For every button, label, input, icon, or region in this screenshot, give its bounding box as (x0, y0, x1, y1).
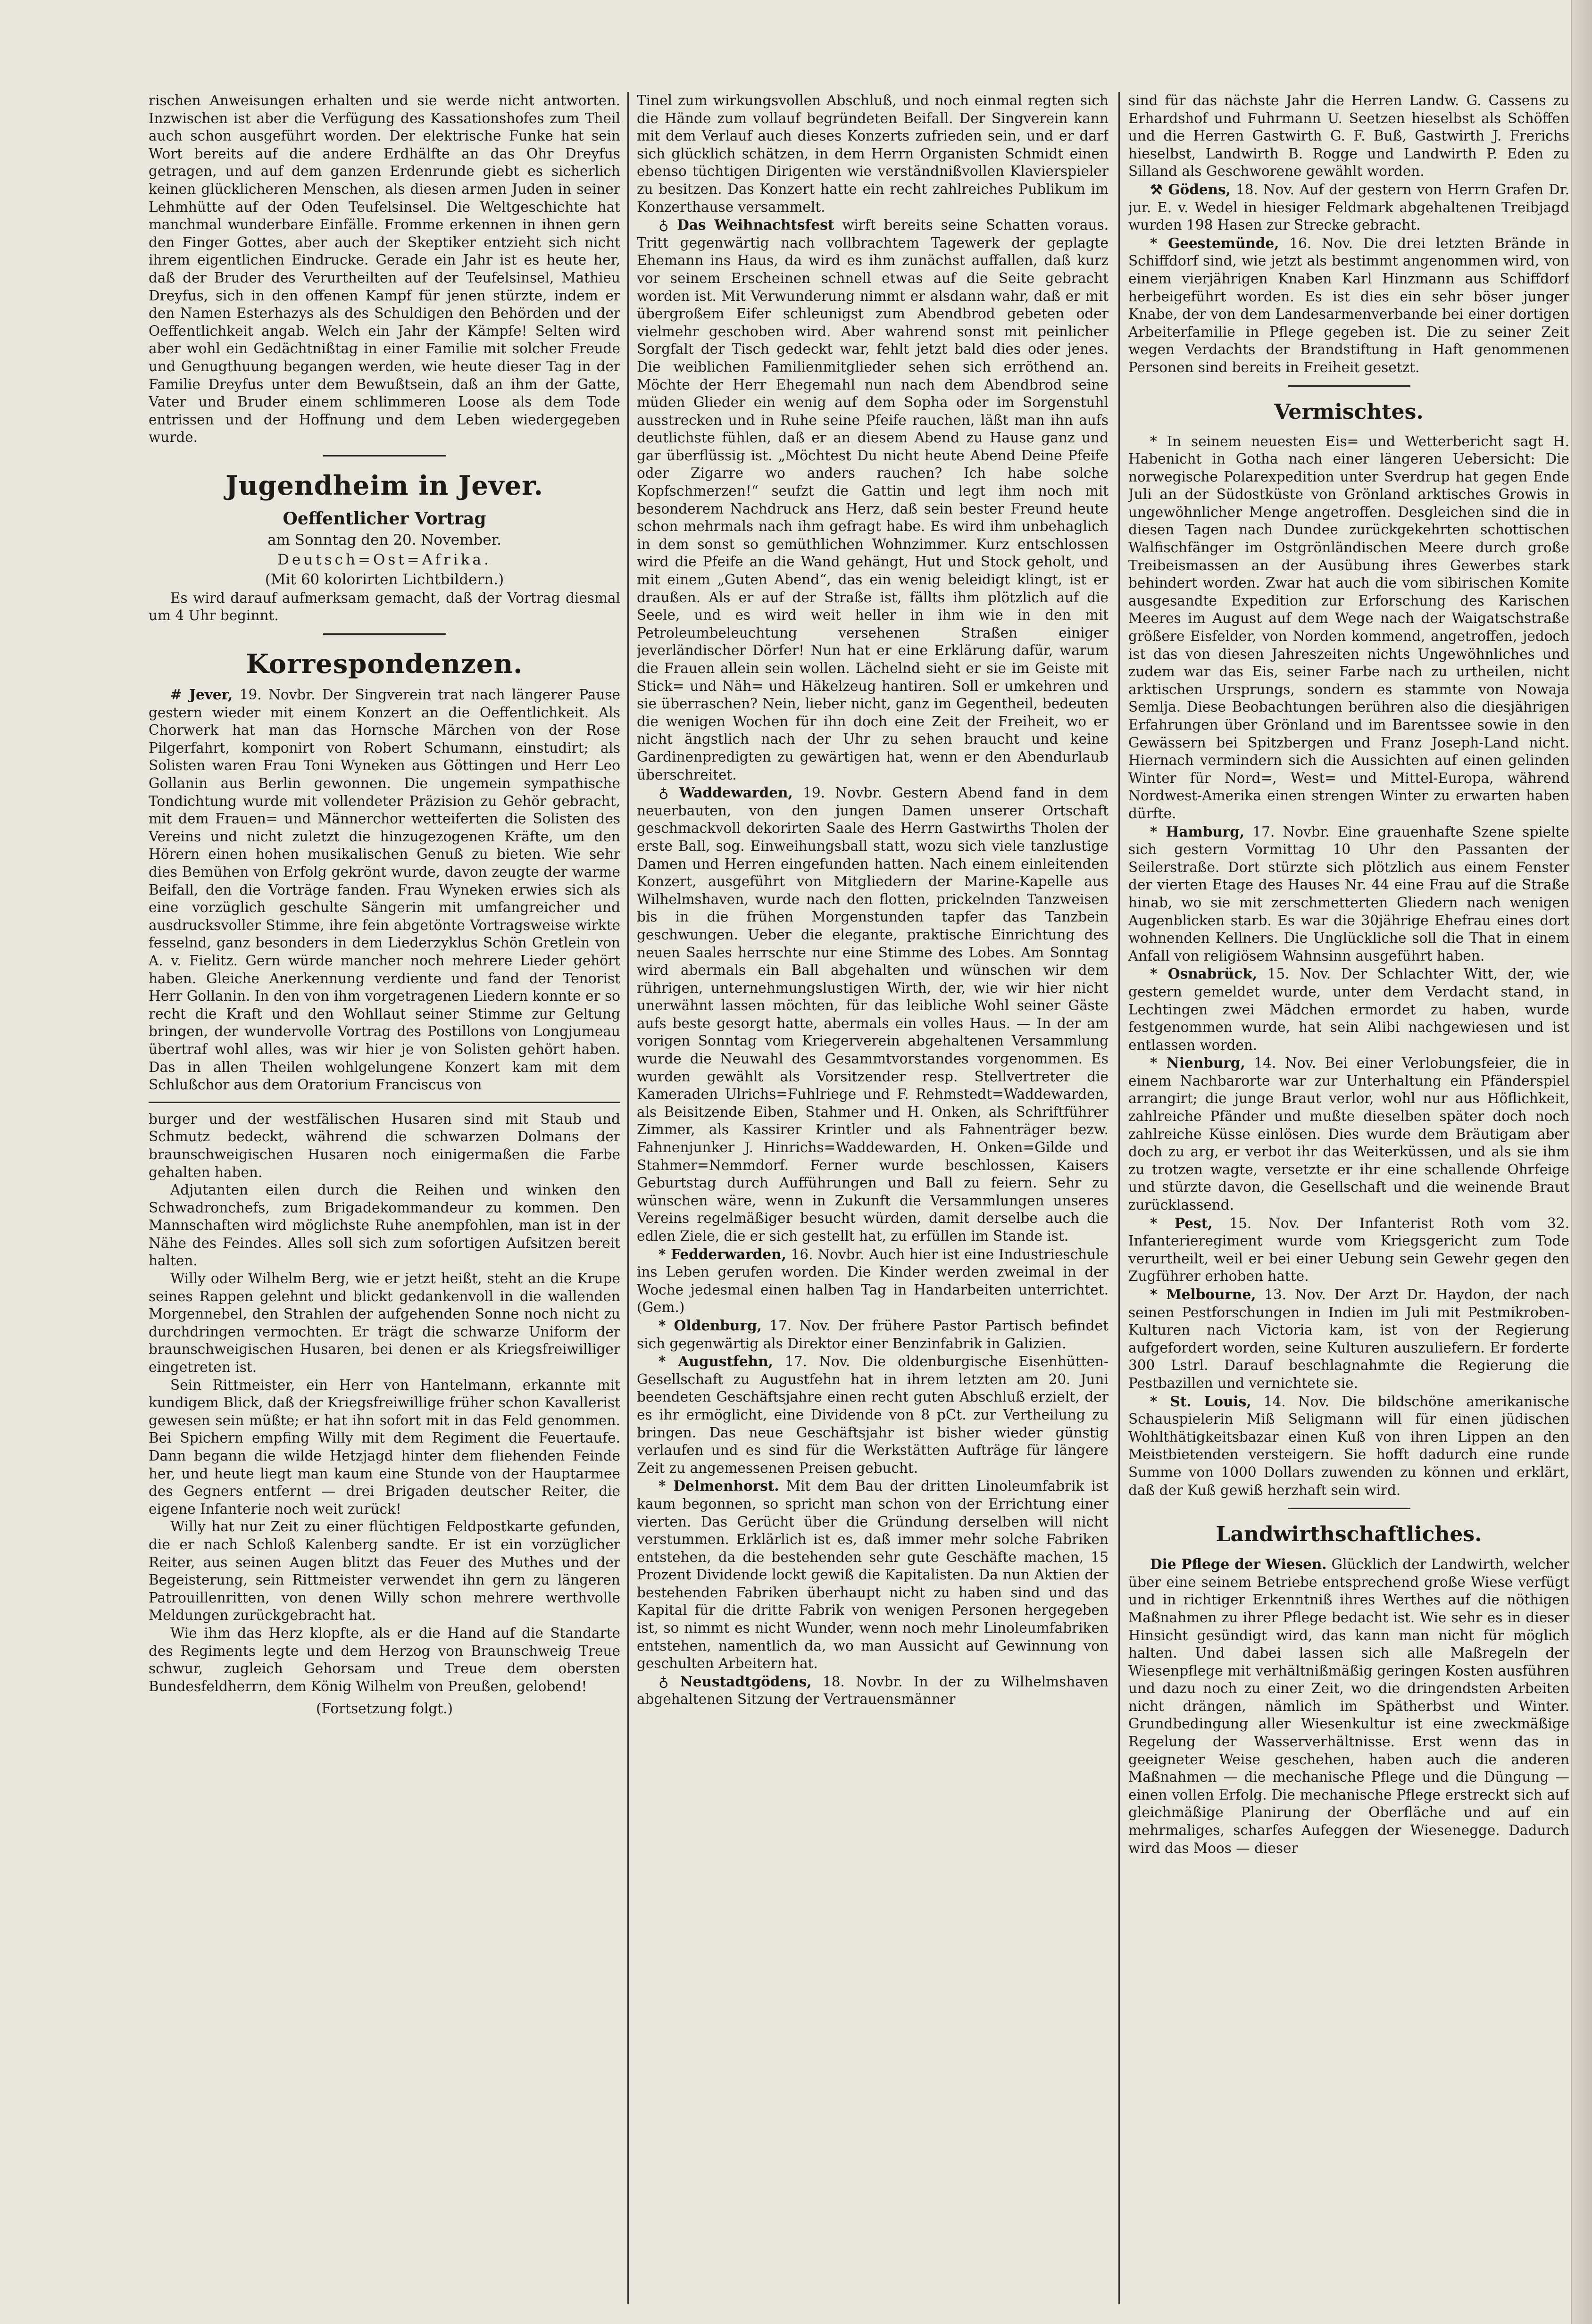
pest-text: 15. Nov. Der Infanterist Roth vom 32. Infanterieregiment wurde vom Kriegsgericht zum Tode verurtheilt, weil er bei einer Uebung sein Gewehr gegen den Zugführer erhoben hatte. (1128, 1215, 1569, 1285)
landwirthschaftliches-heading: Landwirthschaftliches. (1216, 1522, 1482, 1547)
jever-text: 19. Novbr. Der Singverein trat nach längerer Pause gestern wieder mit einem Konzert an die Oeffentlichkeit. Als Chorwerk hat man das Hornsche Märchen von der Rose Pilgerfahrt, komponirt von Robert Schumann, einstudirt; als Solisten waren Frau Toni Wyneken aus Göttingen und Herr Leo Gollanin aus Berlin gewonnen. Die ungemein sympathische Tondichtung wurde mit vollendeter Präzision zu Gehör gebracht, mit dem Frauen= und Männerchor wetteiferten die Solisten des Vereins und nicht zuletzt die hinzugezogenen Kräfte, um den Hörern einen hohen musikalischen Genuß zu bieten. Wie sehr dies Bemühen von Erfolg gekrönt wurde, davon zeugte der warme Beifall, den die Vorträge fanden. Frau Wyneken erwies sich als eine vorzüglich geschulte Sängerin mit umfangreicher und ausdrucksvoller Stimme, ihre fein abgetönte Vortragsweise wirkte fesselnd, ganz besonders in dem Liederzyklus Schön Gretlein von A. v. Fielitz. Gern würde mancher noch mehrere Lieder gehört haben. Gleiche Anerkennung verdiente und fand der Tenorist Herr Gollanin. In den von ihm vorgetragenen Liedern konnte er so recht die Kraft und den Wohllaut seiner Stimme zur Geltung bringen, der wundervolle Vortrag des Postillons von Longjumeau übertraf wohl alles, was wir hier je von Solisten gehört haben. Das in allen Theilen wohlgelungene Konzert kam mit dem Schlußchor aus dem Oratorium Franciscus von (149, 687, 620, 1093)
stlouis-text: 14. Nov. Die bildschöne amerikanische Schauspielerin Miß Seligmann will für einen jüdischen Wohlthätigkeitsbazar einen Kuß von ihren Lippen an den Meistbietenden versteigern. Sie hofft dadurch eine runde Summe von 1000 Dollars zuwenden zu können und erklärt, daß der Kuß gewiß herzhaft sein wird. (1128, 1393, 1569, 1498)
vortrag-subheading: Oeffentlicher Vortrag (283, 508, 486, 529)
wetterbericht-article: * In seinem neuesten Eis= und Wetterbericht sagt H. Habenicht in Gotha nach einer längeren Uebersicht: Die norwegische Polarexpedition unter Sverdrup hat gegen Ende Juli an der Südostküste von Grönland arktisches Growis in ungewöhnlicher Menge angetroffen. Desgleichen sind die in diesen Tagen nach Dundee zurückgekehrten schottischen Walfischfänger im Ostgrönländischen Meere durch große Treibeismassen an der Ausübung ihres Gewerbes stark behindert worden. Zwar hat auch die vom sibirischen Komite ausgesandte Expedition zur Erforschung des Karischen Meeres im August auf dem Wege nach der Waigatschstraße größere Eisfelder, von Norden kommend, angetroffen, jedoch ist das von diesen Jahreszeiten nichts Ungewöhnliches und zudem war das Eis, seiner Farbe nach zu urtheilen, nicht arktischen Ursprungs, sondern es stammte von Nowaja Semlja. Diese Beobachtungen berühren also die diesjährigen Erfahrungen über Grönland und im Barentssee sowie in den Gewässern bei Spitzbergen und Franz Joseph-Land nicht. Hiernach vermindern sich die Aussichten auf einen gelinden Winter für Nord=, West= und Mittel-Europa, während Nordwest-Amerika einen strengen Winter zu erwarten haben dürfte. (1128, 433, 1569, 822)
korrespondenzen-heading: Korrespondenzen. (246, 648, 523, 680)
nienburg-article (1128, 1054, 1569, 1214)
feuilleton-paragraph: Adjutanten eilen durch die Reihen und winken den Schwadronchefs, zum Brigadekommandeur zu kommen. Den Mannschaften wird möglichste Ruhe anempfohlen, man ist in der Nähe des Feindes. Alles soll sich zum sofortigen Aufsitzen bereit halten. (149, 1182, 620, 1269)
jever-lede: # Jever, (170, 686, 233, 703)
column-rule-right (1118, 92, 1120, 2304)
augustfehn-article (637, 1353, 1109, 1477)
pest-lede: * Pest, (1150, 1214, 1213, 1231)
augustfehn-lede: * Augustfehn, (658, 1353, 773, 1370)
wiesenpflege-article (1128, 1555, 1569, 1857)
wiesenpflege-lede: Die Pflege der Wiesen. (1150, 1556, 1327, 1573)
jever-report (149, 686, 620, 1094)
wiesenpflege-text: Glücklich der Landwirth, welcher über eine seinem Betriebe entsprechend große Wiese verfügt und in richtiger Erkenntniß ihres Werthes auf die nöthigen Maßnahmen zu ihrer Pflege bedacht ist. Wie sehr es in dieser Hinsicht gesündigt wird, das kann man nicht für möglich halten. Und dabei lassen sich alle Maßregeln der Wiesenpflege mit verhältnißmäßig geringen Kosten ausführen und dazu noch zu einer Zeit, wo die dringendsten Arbeiten nicht drängen, nämlich im Spätherbst und Winter. Grundbedingung aller Wiesenkultur ist eine zweckmäßige Regelung der Wasserverhältnisse. Erst wenn das in geeigneter Weise geschehen, haben auch die anderen Maßnahmen — die mechanische Pflege und die Düngung — einen vollen Erfolg. Die mechanische Pflege erstreckt sich auf gleichmäßige Planirung der Oberfläche und auf ein mehrmaliges, scharfes Aufeggen der Wiesenegge. Dadurch wird das Moos — dieser (1128, 1556, 1569, 1856)
separator (323, 633, 446, 635)
column-3 (1128, 92, 1569, 2304)
melbourne-article (1128, 1286, 1569, 1393)
weihnachtsfest-text: wirft bereits seine Schatten voraus. Tritt gegenwärtig nach vollbrachtem Tagewerk der geplagte Ehemann ins Haus, da wird es ihm zunächst auffallen, daß kurz vor seinem Erscheinen schnell etwas auf die Seite gebracht worden ist. Mit Verwunderung nimmt er alsdann wahr, daß er mit übergroßem Eifer schleunigst zum Abendbrod gebeten oder vielmehr geschoben wird. Aber wahrend sonst mit peinlicher Sorgfalt der Tisch gedeckt war, fehlt jetzt bald dies oder jenes. Die weiblichen Familienmitglieder sehen sich erröthend an. Möchte der Herr Ehegemahl nun nach dem Abendbrod seine müden Glieder ein wenig auf dem Sopha oder im Sorgenstuhl ausstrecken und in Ruhe seine Pfeife rauchen, läßt man ihn aufs deutlichste fühlen, daß er an diesem Abend zu Hause ganz und gar überflüssig ist. „Möchtest Du nicht heute Abend Deine Pfeife oder Zigarre wo anders rauchen? Ich habe solche Kopfschmerzen!“ seufzt die Gattin und legt ihm noch mit besonderem Nachdruck ans Herz, daß sein bester Freund heute schon mehrmals nach ihm gefragt habe. Es wird ihm unbehaglich in dem sonst so gemüthlichen Wohnzimmer. Kurz entschlossen wird die Pfeife an die Wand gehängt, Hut und Stock geholt, und mit einem „Guten Abend“, das ein wenig beleidigt klingt, ist er draußen. Als er auf der Straße ist, fällts ihm plötzlich auf die Seele, und es wird weit heller in ihm wie in den mit Petroleumbeleuchtung versehenen Straßen einiger jeverländischer Dörfer! Nun hat er eine Erklärung dafür, warum die Frauen allein sein wollen. Lächelnd sieht er sie im Geiste mit Stick= und Näh= und Häkelzeug hantiren. Soll er umkehren und sie überraschen? Nein, lieber nicht, ganz im Gegentheil, bedeuten die wenigen Wochen für ihn doch eine Zeit der Freiheit, wo er nicht ängstlich nach der Uhr zu sehen braucht und keine Gardinenpredigten zu gewärtigen hat, wenn er den Abendurlaub überschreitet. (637, 217, 1109, 783)
nienburg-text: 14. Nov. Bei einer Verlobungsfeier, die in einem Nachbarorte war zur Unterhaltung ein Pfänderspiel arrangirt; die junge Braut verlor, wohl nur aus Höflichkeit, zahlreiche Pfänder und mußte dieselben später doch noch zahlreiche Küsse einlösen. Dies wurde dem Bräutigam aber doch zu arg, er verbot ihr das Weiterküssen, und als sie ihm zu trotzen wagte, versetzte er ihr eine schallende Ohrfeige und stürzte davon, die Gesellschaft und die weinende Braut zurücklassend. (1128, 1055, 1569, 1213)
goedens-text: 18. Nov. Auf der gestern von Herrn Grafen Dr. jur. E. v. Wedel in hiesiger Feldmark abgehaltenen Treibjagd wurden 198 Hasen zur Strecke gebracht. (1128, 181, 1569, 233)
feuilleton-paragraph: Willy oder Wilhelm Berg, wie er jetzt heißt, steht an die Krupe seines Rappen gelehnt und blickt gedankenvoll in die wallenden Morgennebel, den Strahlen der aufgehenden Sonne noch nicht zu durchdringen vermochten. Er trägt die schwarze Uniform der braunschweigischen Husaren, bei denen er als Kriegsfreiwilliger eingetreten ist. (149, 1270, 620, 1376)
vortrag-text: Es wird darauf aufmerksam gemacht, daß der Vortrag diesmal um 4 Uhr beginnt. (149, 589, 620, 624)
separator (1288, 1508, 1410, 1509)
delmenhorst-article (637, 1477, 1109, 1673)
osnabrueck-lede: * Osnabrück, (1150, 965, 1258, 982)
oldenburg-article (637, 1317, 1109, 1353)
hamburg-article (1128, 823, 1569, 965)
schoeffen-paragraph: sind für das nächste Jahr die Herren Landw. G. Cassens zu Erhardshof und Fuhrmann U. Seetzen hieselbst als Schöffen und die Herren Gastwirth G. F. Buß, Gastwirth J. Frerichs hieselbst, Landwirth B. Rogge und Landwirth P. Eden zu Silland als Geschworene gewählt worden. (1128, 92, 1569, 180)
goedens-article (1128, 181, 1569, 234)
vermischtes-heading: Vermischtes. (1274, 399, 1424, 424)
neustadtgoedens-article (637, 1673, 1109, 1709)
vortrag-date: am Sonntag den 20. November. (267, 531, 501, 548)
fedderwarden-article (637, 1245, 1109, 1317)
feuilleton-paragraph: burger und der westfälischen Husaren sind mit Staub und Schmutz bedeckt, während die schwarzen Dolmans der braunschweigischen Husaren noch einigermaßen die Farbe gehalten haben. (149, 1111, 620, 1180)
neustadtgoedens-lede: ♁ Neustadtgödens, (658, 1673, 812, 1690)
melbourne-text: 13. Nov. Der Arzt Dr. Haydon, der nach seinen Pestforschungen in Indien im Juli mit Pestmikroben-Kulturen nach Victoria kam, ist von der Regierung aufgefordert worden, seine Kulturen auszuliefern. Er forderte 300 Lstrl. Darauf beschlagnahmte die Regierung die Pestbazillen und vernichtete sie. (1128, 1286, 1569, 1391)
column-1 (149, 92, 620, 2304)
waddewarden-text: 19. Novbr. Gestern Abend fand in dem neuerbauten, von den jungen Damen unserer Ortschaft geschmackvoll dekorirten Saale des Herrn Gastwirths Tholen der erste Ball, sog. Einweihungsball statt, wozu sich viele tanzlustige Damen und Herren eingefunden hatten. Nach einem einleitenden Konzert, ausgeführt von Mitgliedern der Marine-Kapelle aus Wilhelmshaven, wurde nach den flotten, prickelnden Tanzweisen bis in die frühen Morgenstunden tapfer das Tanzbein geschwungen. Ueber die elegante, praktische Einrichtung des neuen Saales herrschte nur eine Stimme des Lobes. Am Sonntag wird abermals ein Ball abgehalten und wünschen wir dem rührigen, unternehmungslustigen Wirth, der, wie wir hier nicht unerwähnt lassen möchten, für das leibliche Wohl seiner Gäste aufs beste gesorgt hatte, abermals ein volles Haus. — In der am vorigen Sonntag vom Kriegerverein abgehaltenen Versammlung wurde die Neuwahl des Gesammtvorstandes vorgenommen. Es wurden gewählt als Vorsitzender resp. Stellvertreter die Kameraden Ulrichs=Fuhlriege und F. Rehmstedt=Waddewarden, als Beisitzende Eiben, Stahmer und H. Onken, als Schriftführer Zimmer, als Kassirer Krintler und als Fahnenträger bezw. Fahnenjunker J. Hinrichs=Waddewarden, H. Onken=Gilde und Stahmer=Nemmdorf. Ferner wurde beschlossen, Kaisers Geburtstag durch Aufführungen und Ball zu feiern. Sehr zu wünschen wäre, wenn in Zukunft die Versammlungen unseres Vereins regelmäßiger besucht würden, damit derselbe auch die edlen Ziele, die er sich gestellt hat, zu erfüllen im Stande ist. (637, 785, 1109, 1244)
separator (1288, 385, 1410, 387)
melbourne-lede: * Melbourne, (1150, 1286, 1256, 1303)
column-rule-left (627, 92, 629, 2304)
delmenhorst-lede: * Delmenhorst. (658, 1477, 779, 1494)
feuilleton-paragraph: Willy hat nur Zeit zu einer flüchtigen Feldpostkarte gefunden, die er nach Schloß Kalenberg sandte. Er ist ein vorzüglicher Reiter, aus seinen Augen blitzt das Feuer des Muthes und der Begeisterung, sein Rittmeister verwendet ihn gern zu längeren Patrouillenritten, von denen Willy schon mehrere werthvolle Meldungen zurückgebracht hat. (149, 1519, 620, 1624)
feuilleton-paragraph: Wie ihm das Herz klopfte, als er die Hand auf die Standarte des Regiments legte und dem Herzog von Braunschweig Treue schwur, zugleich Gehorsam und Treue dem obersten Bundesfeldherrn, dem König Wilhelm von Preußen, gelobend! (149, 1625, 620, 1694)
weihnachtsfest-article (637, 216, 1109, 784)
waddewarden-article (637, 784, 1109, 1245)
stlouis-article (1128, 1393, 1569, 1500)
dreyfus-paragraph: rischen Anweisungen erhalten und sie werde nicht antworten. Inzwischen ist aber die Verfügung des Kassationshofes zum Theil auch schon ausgeführt worden. Der elektrische Funke hat sein Wort bereits auf die andere Erdhälfte an das Ohr Dreyfus getragen, und auf dem ganzen Erdenrunde giebt es sicherlich keinen glücklicheren Menschen, als diesen armen Juden in seiner Lehmhütte auf der Oden Teufelsinsel. Die Weltgeschichte hat manchmal wunderbare Einfälle. Fromme erkennen in ihnen gern den Finger Gottes, aber auch der Skeptiker entzieht sich nicht ihrem eigentlichen Eindrucke. Gerade ein Jahr ist es heute her, daß der Bruder des Verurtheilten auf der Teufelsinsel, Mathieu Dreyfus, sich in den offenen Kampf für jenen stürzte, indem er den Namen Esterhazys als des Schuldigen den Behörden und der Oeffentlichkeit angab. Welch ein Jahr der Kämpfe! Selten wird aber wohl ein Gedächtnißtag in einer Familie mit solcher Freude und Genugthuung begangen werden, wie heute dieser Tag in der Familie Dreyfus unter dem Bewußtsein, daß an ihm der Gatte, Vater und Bruder einem schlimmeren Loose als dem Tode entrissen und der Hoffnung und dem Leben wiedergegeben wurde. (149, 92, 620, 446)
feuilleton-separator (149, 1102, 620, 1103)
stlouis-lede: * St. Louis, (1150, 1393, 1251, 1410)
weihnachtsfest-lede: ♁ Das Weihnachtsfest (658, 216, 834, 233)
fedderwarden-text: 16. Novbr. Auch hier ist eine Industrieschule ins Leben gerufen worden. Die Kinder werden zweimal in der Woche jedesmal einen halben Tag in Handarbeiten unterrichtet. (Gem.) (637, 1246, 1109, 1316)
hamburg-lede: * Hamburg, (1150, 823, 1245, 840)
jugendheim-heading: Jugendheim in Jever. (225, 470, 543, 501)
oldenburg-text: 17. Nov. Der frühere Pastor Partisch befindet sich gegenwärtig als Direktor einer Benzinfabrik in Galizien. (637, 1317, 1109, 1352)
pest-article (1128, 1214, 1569, 1286)
osnabrueck-text: 15. Nov. Der Schlachter Witt, der, wie gestern gemeldet wurde, unter dem Verdacht stand, in Lechtingen zwei Mädchen ermordet zu haben, wurde festgenommen wurde, hat sein Alibi nachgewiesen und ist entlassen worden. (1128, 966, 1569, 1053)
feuilleton-paragraph: Sein Rittmeister, ein Herr von Hantelmann, erkannte mit kundigem Blick, daß der Kriegsfreiwillige früher schon Kavallerist gewesen sein müßte; er hat ihn sofort mit in das Feld genommen. Bei Spichern empfing Willy mit dem Regiment die Feuertaufe. Dann begann die wilde Hetzjagd hinter dem fliehenden Feinde her, und heute liegt man kaum eine Stunde von der Hauptarmee des Gegners entfernt — drei Brigaden deutscher Reiter, die eigene Infanterie noch weit zurück! (149, 1377, 620, 1517)
konzert-conclusion: Tinel zum wirkungsvollen Abschluß, und noch einmal regten sich die Hände zum vollauf begründeten Beifall. Der Singverein kann mit dem Verlauf auch dieses Konzerts zufrieden sein, und er darf sich glücklich schätzen, in dem Herrn Organisten Schmidt einen ebenso tüchtigen Dirigenten wie verständnißvollen Klavierspieler zu besitzen. Das Konzert hatte ein recht zahlreiches Publikum im Konzerthause versammelt. (637, 92, 1109, 215)
vortrag-topic: Deutsch=Ost=Afrika. (277, 551, 492, 568)
goedens-lede: ⚒ Gödens, (1150, 181, 1231, 198)
waddewarden-lede: ♁ Waddewarden, (658, 784, 793, 801)
fedderwarden-lede: * Fedderwarden, (658, 1245, 786, 1262)
geestemuende-lede: * Geestemünde, (1150, 234, 1279, 251)
continuation-note: (Fortsetzung folgt.) (316, 1701, 453, 1717)
separator (323, 455, 446, 456)
hamburg-text: 17. Novbr. Eine grauenhafte Szene spielte sich gestern Vormittag 10 Uhr den Passanten der Seilerstraße. Dort stürzte sich plötzlich aus einem Fenster der vierten Etage des Hauses Nr. 44 eine Frau auf die Straße hinab, wo sie mit zerschmetterten Gliedern nach wenigen Augenblicken starb. Es war die 30jährige Ehefrau eines dort wohnenden Kellners. Die Unglückliche soll die That in einem Anfall von religiösem Wahnsinn ausgeführt haben. (1128, 823, 1569, 964)
neustadtgoedens-text: 18. Novbr. In der zu Wilhelmshaven abgehaltenen Sitzung der Vertrauensmänner (637, 1673, 1109, 1708)
nienburg-lede: * Nienburg, (1150, 1054, 1245, 1071)
page-fold-edge (1571, 0, 1592, 2324)
oldenburg-lede: * Oldenburg, (658, 1317, 762, 1334)
augustfehn-text: 17. Nov. Die oldenburgische Eisenhütten-Gesellschaft zu Augustfehn hat in ihrem letzten am 20. Juni beendeten Geschäftsjahre einen recht guten Abschluß erzielt, der es ihr ermöglicht, eine Dividende von 8 pCt. zur Vertheilung zu bringen. Das neue Geschäftsjahr ist bisher wieder günstig verlaufen und es sind für die Werkstätten Aufträge für längere Zeit zu angemessenen Preisen gebucht. (637, 1353, 1109, 1476)
geestemuende-article (1128, 234, 1569, 377)
delmenhorst-text: Mit dem Bau der dritten Linoleumfabrik ist kaum begonnen, so spricht man schon von der Errichtung einer vierten. Das Gerücht über die Gründung derselben will nicht verstummen. Erklärlich ist es, daß immer mehr solche Fabriken entstehen, da die bestehenden sehr gute Geschäfte machen, 15 Prozent Dividende lockt gewiß die Kapitalisten. Da nun Aktien der bestehenden Fabriken überhaupt nicht zu haben sind und das Kapital für die dritte Fabrik von wenigen Personen hergegeben ist, so nimmt es nicht Wunder, wenn noch mehr Linoleumfabriken entstehen, namentlich da, wo man Aussicht auf Gewinnung von geschulten Arbeitern hat. (637, 1478, 1109, 1672)
vortrag-note: (Mit 60 kolorirten Lichtbildern.) (265, 571, 504, 588)
column-2 (637, 92, 1109, 2304)
geestemuende-text: 16. Nov. Die drei letzten Brände in Schiffdorf sind, wie jetzt als bestimmt angenommen wird, von einem vierjährigen Knaben Karl Hinzmann aus Schiffdorf herbeigeführt worden. Es ist dies ein sehr böser junger Knabe, der von dem Landesarmenverbande bei einer dortigen Arbeiterfamilie in Pflege gegeben ist. Die zu seiner Zeit wegen Verdachts der Brandstiftung in Haft genommenen Personen sind bereits in Freiheit gesetzt. (1128, 235, 1569, 375)
osnabrueck-article (1128, 965, 1569, 1054)
